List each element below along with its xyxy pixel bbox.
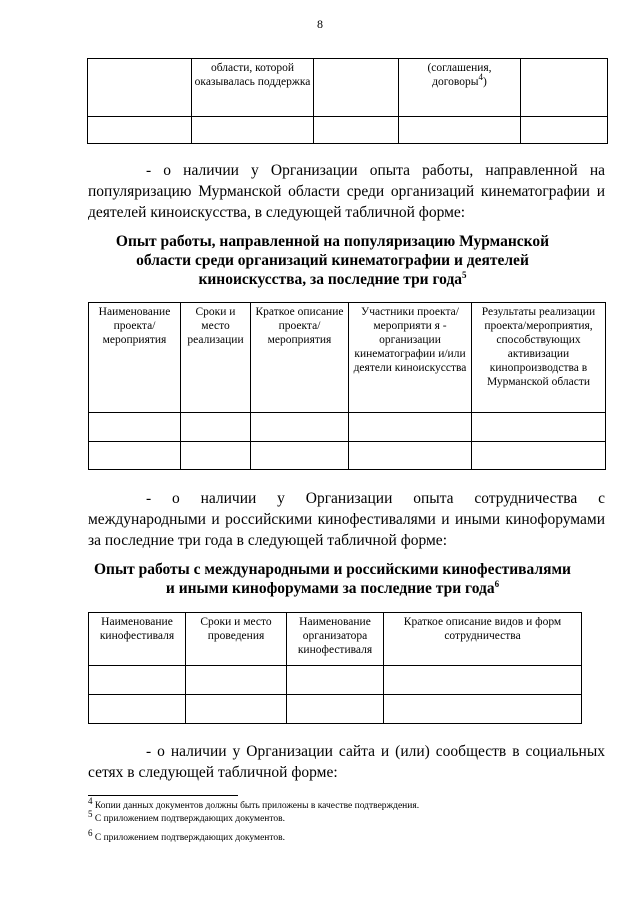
heading-1-line3-text: киноискусства, за последние три года — [198, 271, 463, 288]
footnote — [88, 795, 420, 812]
table-cell — [287, 666, 384, 695]
table-header-cell: Наименование организатора кинофестиваля — [287, 613, 384, 666]
table-row — [89, 695, 582, 724]
heading-2 — [60, 560, 605, 598]
table-cell — [251, 442, 349, 470]
footnote — [88, 808, 286, 825]
table-header-cell: Наименование проекта/ мероприятия — [89, 303, 181, 413]
footnote-number: 5 — [88, 808, 93, 819]
table-header-cell: Участники проекта/мероприяти я - организации кинематографии и/или деятели киноискусства — [349, 303, 472, 413]
table-cell — [88, 59, 192, 117]
table-header-row — [89, 303, 606, 413]
footnote-number: 4 — [88, 795, 93, 806]
paragraph-1-text: - о наличии у Организации опыта работы, направленной на популяризацию Мурманской области среди организаций кинематографии и деятелей киноискусства, в следующей табличной форме: — [88, 162, 605, 221]
table-cell — [314, 117, 399, 144]
table-cell — [399, 59, 521, 117]
footnote-text: С приложением подтверждающих документов. — [92, 814, 286, 824]
table-cell — [89, 442, 181, 470]
table-cell — [181, 442, 251, 470]
table-cell — [251, 413, 349, 442]
footnote — [88, 827, 286, 844]
paragraph-3-text: - о наличии у Организации сайта и (или) сообществ в социальных сетях в следующей табличной форме: — [88, 743, 605, 781]
page-number: 8 — [317, 17, 323, 31]
paragraph-2-text: - о наличии у Организации опыта сотрудничества с международными и российскими кинофестивалями и иными кинофорумами за последние три года в следующей табличной форме: — [88, 490, 605, 549]
table-cell — [521, 117, 608, 144]
table-cell — [181, 413, 251, 442]
table-cell — [89, 666, 186, 695]
table-header-cell: Сроки и место проведения — [186, 613, 287, 666]
cell-text: (соглашения, договоры — [427, 62, 492, 88]
table-header-cell: Наименование кинофестиваля — [89, 613, 186, 666]
heading-2-line2 — [60, 579, 605, 598]
paragraph-1 — [88, 160, 605, 223]
heading-2-line1: Опыт работы с международными и российскими кинофестивалями — [94, 561, 571, 578]
paragraph-2 — [88, 488, 605, 551]
table-cell — [399, 117, 521, 144]
table-cell — [349, 413, 472, 442]
table-row — [88, 59, 608, 117]
table-cell — [89, 413, 181, 442]
table-cell — [384, 695, 582, 724]
table-header-cell: Краткое описание видов и форм сотрудничества — [384, 613, 582, 666]
footnote-number: 6 — [88, 827, 93, 838]
table-row — [89, 442, 606, 470]
footnote-text: Копии данных документов должны быть приложены в качестве подтверждения. — [92, 801, 420, 811]
table-row — [89, 413, 606, 442]
footnote-ref: 6 — [494, 578, 500, 589]
table-cell — [472, 442, 606, 470]
heading-2-line2-text: и иными кинофорумами за последние три года — [165, 580, 495, 597]
table-row — [88, 117, 608, 144]
paragraph-3 — [88, 741, 605, 783]
table-cell — [472, 413, 606, 442]
table-cell — [192, 117, 314, 144]
table-cell — [88, 117, 192, 144]
table-cell — [186, 695, 287, 724]
table-row — [89, 666, 582, 695]
table-cell: области, которой оказывалась поддержка — [192, 59, 314, 117]
footnote-text: С приложением подтверждающих документов. — [92, 833, 286, 843]
table-cell — [89, 695, 186, 724]
table-header-cell: Сроки и место реализации — [181, 303, 251, 413]
table-cell — [384, 666, 582, 695]
heading-1 — [60, 232, 605, 289]
table-cell — [186, 666, 287, 695]
table-cell — [314, 59, 399, 117]
table-cell — [287, 695, 384, 724]
top-table — [87, 58, 608, 144]
table-header-row — [89, 613, 582, 666]
table-cell — [349, 442, 472, 470]
heading-1-line1: Опыт работы, направленной на популяризацию Мурманской — [115, 233, 550, 250]
footnote-divider — [88, 795, 238, 796]
projects-table — [88, 302, 606, 470]
table-header-cell: Результаты реализации проекта/мероприятия, способствующих активизации кинопроизводства в Мурманской области — [472, 303, 606, 413]
table-header-cell: Краткое описание проекта/ мероприятия — [251, 303, 349, 413]
footnote-ref: 4 — [478, 72, 483, 83]
cell-text-close: ) — [483, 76, 487, 88]
heading-1-line3 — [60, 270, 605, 289]
festivals-table — [88, 612, 582, 724]
table-cell — [521, 59, 608, 117]
heading-1-line2: области среди организаций кинематографии и деятелей — [136, 252, 529, 269]
footnote-ref: 5 — [462, 269, 467, 280]
